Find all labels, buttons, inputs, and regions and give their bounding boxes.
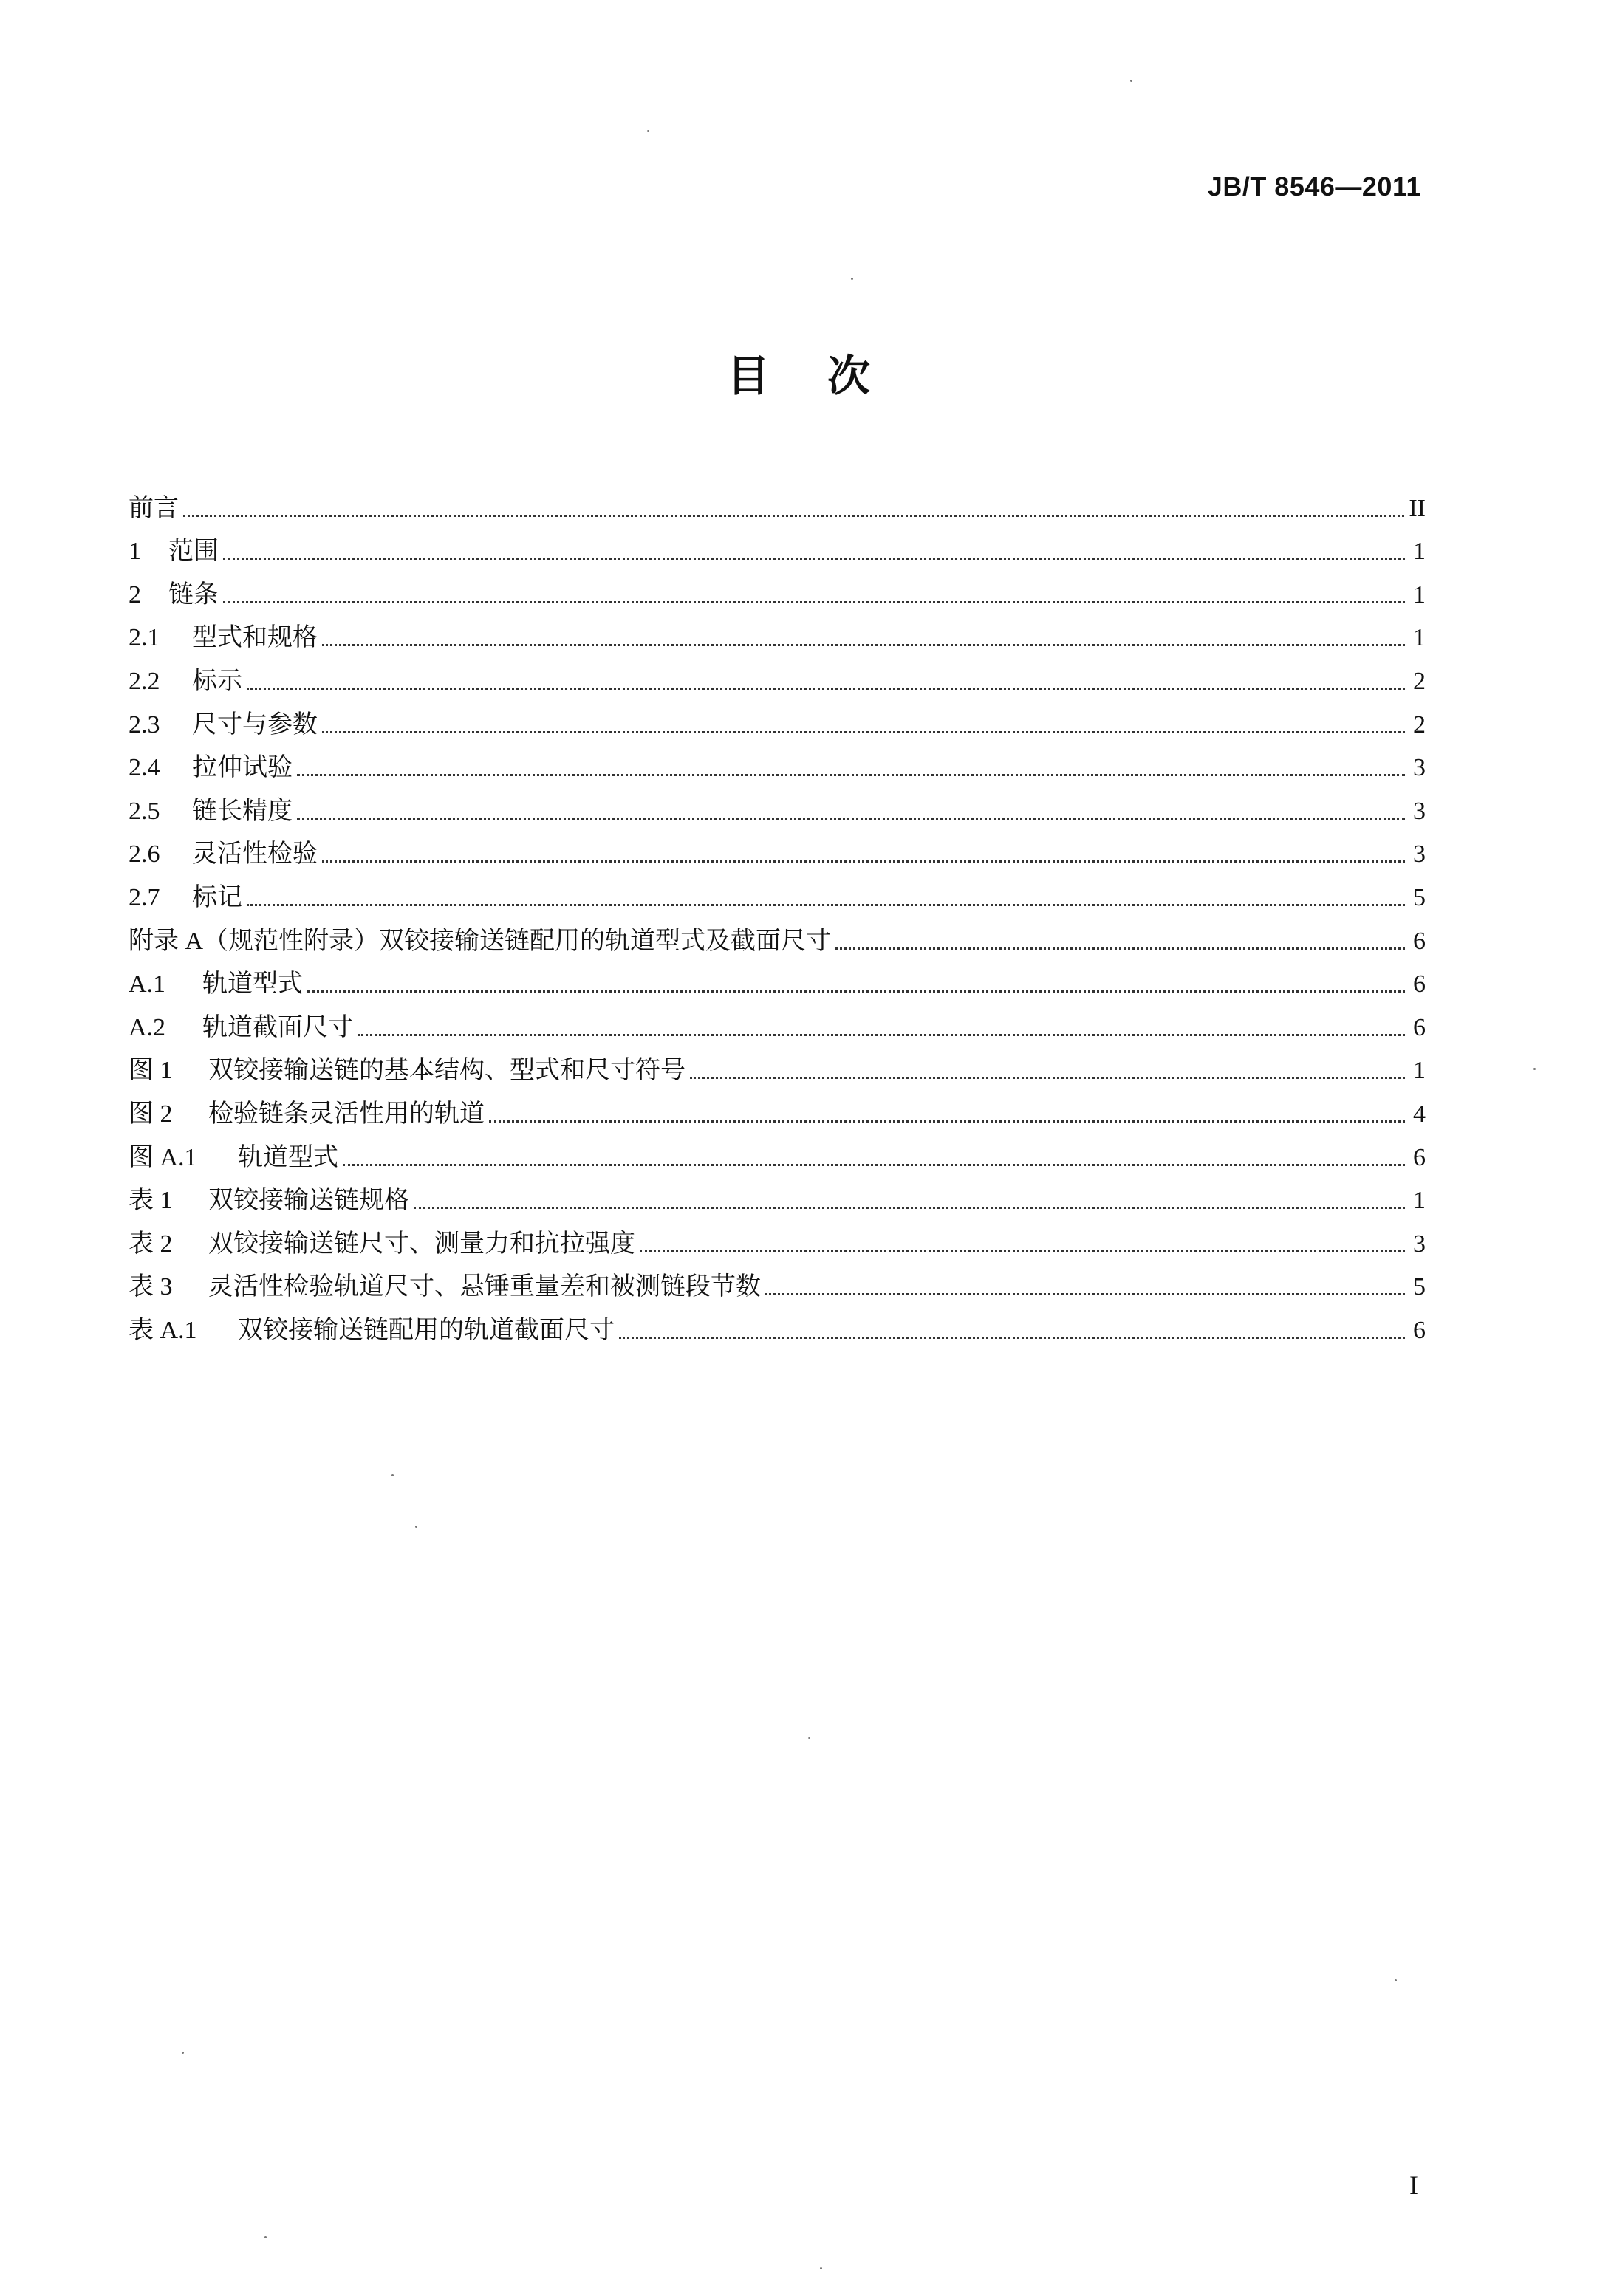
toc-entry-title: 型式和规格 (192, 624, 318, 652)
toc-entry-annex-a[interactable] (129, 913, 1426, 956)
scan-speck (391, 1474, 394, 1476)
dot-leader (247, 904, 1405, 906)
toc-entry-page: 1 (1413, 580, 1426, 609)
toc-entry-a-2[interactable] (129, 999, 1426, 1043)
toc-entry-2-4[interactable] (129, 740, 1426, 784)
toc-entry-number: 1 (129, 538, 141, 566)
toc-entry-title: 双铰接输送链尺寸、测量力和抗拉强度 (208, 1230, 635, 1258)
toc-entry-figure-2[interactable] (129, 1086, 1426, 1129)
toc-entry-a-1[interactable] (129, 956, 1426, 1000)
toc-entry-number: 2.5 (129, 797, 160, 825)
toc-entry-foreword[interactable] (129, 480, 1426, 524)
toc-entry-figure-1[interactable] (129, 1043, 1426, 1086)
toc-entry-title: 标记 (192, 883, 242, 911)
toc-entry-page: 3 (1413, 754, 1426, 782)
toc-entry-title: 轨道截面尺寸 (202, 1013, 353, 1041)
dot-leader (322, 644, 1405, 646)
toc-entry-number: 表 1 (129, 1187, 173, 1215)
toc-entry-label (129, 927, 831, 956)
toc-entry-title: 灵活性检验 (192, 840, 318, 868)
dot-leader (297, 774, 1405, 776)
toc-entry-number: 2.2 (129, 667, 160, 695)
dot-leader (619, 1337, 1405, 1339)
toc-entry-1[interactable] (129, 524, 1426, 567)
toc-entry-2-6[interactable] (129, 826, 1426, 870)
toc-entry-title: 轨道型式 (238, 1143, 338, 1171)
scan-speck (820, 2267, 822, 2269)
toc-entry-page: 5 (1413, 883, 1426, 911)
dot-leader (183, 515, 1404, 517)
toc-entry-label (129, 1056, 685, 1086)
dot-leader (414, 1207, 1405, 1209)
toc-entry-number: 2.1 (129, 624, 160, 652)
toc-entry-number: 2.4 (129, 754, 160, 782)
toc-entry-page: 5 (1413, 1273, 1426, 1301)
toc-entry-page: 6 (1413, 927, 1426, 955)
dot-leader (690, 1077, 1405, 1079)
toc-entry-number: 2 (129, 580, 141, 609)
dot-leader (322, 731, 1405, 733)
toc-entry-label (129, 537, 219, 566)
toc-entry-2-1[interactable] (129, 610, 1426, 654)
toc-entry-label (129, 883, 242, 913)
dot-leader (765, 1293, 1405, 1295)
toc-entry-page: 1 (1413, 624, 1426, 652)
toc-entry-label (129, 1100, 485, 1129)
toc-entry-table-3[interactable] (129, 1259, 1426, 1303)
toc-entry-page: 6 (1413, 1316, 1426, 1344)
dot-leader (489, 1120, 1405, 1123)
toc-entry-label (129, 1186, 409, 1216)
toc-entry-label (129, 494, 179, 524)
toc-entry-label (129, 1272, 761, 1302)
dot-leader (343, 1164, 1405, 1166)
dot-leader (835, 947, 1405, 950)
toc-entry-label (129, 1230, 635, 1259)
dot-leader (223, 601, 1405, 603)
scan-speck (1533, 1068, 1536, 1070)
scan-speck (1130, 80, 1132, 82)
toc-entry-title: 附录 A（规范性附录）双铰接输送链配用的轨道型式及截面尺寸 (129, 927, 832, 955)
toc-entry-label (129, 970, 303, 999)
page-number: I (1409, 2170, 1418, 2200)
toc-entry-page: 1 (1413, 538, 1426, 566)
toc-entry-title: 双铰接输送链的基本结构、型式和尺寸符号 (208, 1057, 685, 1085)
toc-entry-number: 图 A.1 (129, 1143, 197, 1171)
scan-speck (851, 278, 853, 280)
toc-entry-label (129, 753, 293, 783)
toc-entry-page: 3 (1413, 840, 1426, 868)
dot-leader (322, 860, 1405, 863)
toc-entry-page: 6 (1413, 970, 1426, 998)
toc-entry-page: II (1409, 494, 1426, 522)
toc-entry-page: 3 (1413, 1230, 1426, 1258)
toc-entry-label (129, 1013, 353, 1043)
toc-entry-title: 双铰接输送链规格 (208, 1187, 409, 1215)
scan-speck (264, 2236, 267, 2238)
dot-leader (307, 990, 1405, 993)
scan-speck (808, 1737, 810, 1739)
toc-entry-label (129, 797, 293, 826)
toc-entry-label (129, 623, 318, 653)
toc-entry-2-5[interactable] (129, 783, 1426, 826)
toc-entry-page: 6 (1413, 1013, 1426, 1041)
toc-entry-label (129, 1143, 338, 1173)
toc-entry-2-2[interactable] (129, 653, 1426, 696)
toc-entry-page: 1 (1413, 1187, 1426, 1215)
toc-entry-title: 灵活性检验轨道尺寸、悬锤重量差和被测链段节数 (208, 1273, 761, 1301)
toc-title: 目次 (726, 351, 928, 401)
toc-entry-title: 双铰接输送链配用的轨道截面尺寸 (238, 1316, 615, 1344)
scan-speck (647, 130, 649, 132)
scan-speck (415, 1526, 417, 1528)
toc-entry-page: 3 (1413, 797, 1426, 825)
toc-entry-label (129, 710, 318, 740)
toc-entry-title: 范围 (168, 538, 219, 566)
toc-entry-label (129, 580, 219, 610)
table-of-contents (129, 480, 1426, 1346)
toc-entry-page: 2 (1413, 710, 1426, 739)
toc-entry-title: 轨道型式 (202, 970, 303, 998)
toc-entry-number: 2.7 (129, 883, 160, 911)
dot-leader (358, 1034, 1405, 1036)
toc-entry-label (129, 840, 318, 869)
toc-entry-number: 2.3 (129, 710, 160, 739)
toc-entry-2-3[interactable] (129, 696, 1426, 740)
toc-entry-2[interactable] (129, 566, 1426, 610)
toc-entry-title: 尺寸与参数 (192, 710, 318, 739)
toc-entry-title: 前言 (129, 494, 179, 522)
toc-entry-number: 表 2 (129, 1230, 173, 1258)
scan-speck (1395, 1979, 1397, 1981)
toc-entry-label (129, 667, 242, 696)
toc-entry-page: 2 (1413, 667, 1426, 695)
toc-entry-title: 检验链条灵活性用的轨道 (208, 1100, 485, 1128)
toc-entry-page: 4 (1413, 1100, 1426, 1128)
toc-entry-title: 链长精度 (192, 797, 293, 825)
toc-entry-table-2[interactable] (129, 1216, 1426, 1259)
toc-entry-title: 标示 (192, 667, 242, 695)
toc-entry-number: A.1 (129, 970, 166, 998)
toc-entry-figure-a-1[interactable] (129, 1129, 1426, 1173)
dot-leader (640, 1250, 1405, 1252)
dot-leader (247, 688, 1405, 690)
toc-entry-number: 图 2 (129, 1100, 173, 1128)
toc-entry-label (129, 1316, 615, 1346)
toc-entry-page: 1 (1413, 1057, 1426, 1085)
scan-speck (182, 2052, 184, 2054)
toc-entry-number: 表 A.1 (129, 1316, 197, 1344)
toc-entry-table-1[interactable] (129, 1173, 1426, 1216)
toc-entry-2-7[interactable] (129, 869, 1426, 913)
standard-number: JB/T 8546—2011 (1207, 171, 1421, 202)
toc-entry-number: 表 3 (129, 1273, 173, 1301)
toc-entry-table-a-1[interactable] (129, 1302, 1426, 1346)
toc-entry-number: A.2 (129, 1013, 166, 1041)
dot-leader (223, 558, 1405, 560)
toc-entry-title: 链条 (168, 580, 219, 609)
toc-entry-number: 2.6 (129, 840, 160, 868)
toc-entry-number: 图 1 (129, 1057, 173, 1085)
toc-entry-page: 6 (1413, 1143, 1426, 1171)
dot-leader (297, 818, 1405, 820)
toc-entry-title: 拉伸试验 (192, 754, 293, 782)
